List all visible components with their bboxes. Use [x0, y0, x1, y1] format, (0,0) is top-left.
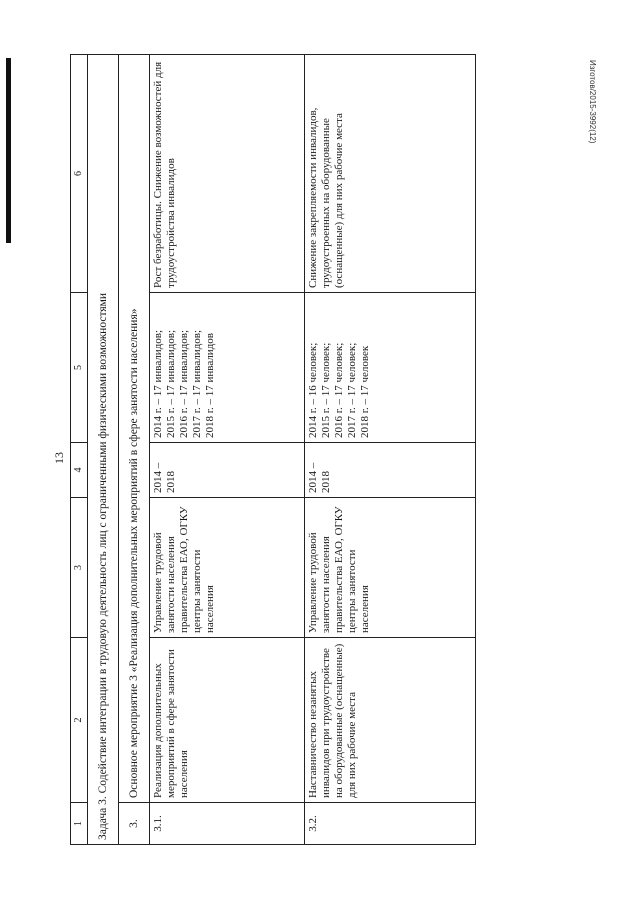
row-name: Наставничество незанятых инвалидов при трудоустройстве на оборудованные (оснащенные) для них рабочие места — [305, 638, 476, 803]
row-indicators — [150, 293, 305, 443]
column-number: 4 — [71, 443, 88, 498]
column-number: 1 — [71, 803, 88, 845]
task-row — [88, 55, 119, 845]
measure-number: 3. — [119, 803, 150, 845]
row-number: 3.1. — [150, 803, 305, 845]
row-period: 2014 – 2018 — [150, 443, 305, 498]
column-number: 6 — [71, 55, 88, 293]
row-period: 2014 – 2018 — [305, 443, 476, 498]
indicator-line: 2018 г. – 17 инвалидов — [204, 333, 216, 438]
rotated-page — [70, 55, 476, 845]
indicator-line: 2015 г. – 17 инвалидов; — [165, 329, 177, 438]
indicator-line: 2017 г. – 17 человек; — [346, 342, 358, 438]
indicator-line: 2014 г. – 16 человек; — [307, 342, 319, 438]
indicator-line: 2018 г. – 17 человек — [359, 345, 371, 438]
scan-edge-mark — [6, 58, 11, 243]
measure-title: Основное мероприятие 3 «Реализация дополнительных мероприятий в сфере занятости населения» — [119, 55, 150, 803]
row-number: 3.2. — [305, 803, 476, 845]
row-executor: Управление трудовой занятости населения правительства ЕАО, ОГКУ центры занятости населения — [305, 498, 476, 638]
column-number-row — [71, 55, 88, 845]
row-executor: Управление трудовой занятости населения правительства ЕАО, ОГКУ центры занятости населения — [150, 498, 305, 638]
indicator-line: 2014 г. – 17 инвалидов; — [152, 329, 164, 438]
row-indicators — [305, 293, 476, 443]
indicator-line: 2017 г. – 17 инвалидов; — [191, 329, 203, 438]
column-number: 5 — [71, 293, 88, 443]
row-result: Рост безработицы. Снижение возможностей для трудоустройства инвалидов — [150, 55, 305, 293]
row-result: Снижение закрепляемости инвалидов, трудоустроенных на оборудованные (оснащенные) для них рабочие места — [305, 55, 476, 293]
document-stamp: Изготов/2015-3992(12) — [588, 60, 597, 144]
table-row — [150, 55, 305, 845]
task-title: Задача 3. Содействие интеграции в трудовую деятельность лиц с ограниченными физическими возможностями — [88, 55, 119, 845]
indicator-line: 2016 г. – 17 инвалидов; — [178, 329, 190, 438]
measures-table — [70, 54, 476, 845]
table-row — [305, 55, 476, 845]
page-number: 13 — [52, 452, 66, 464]
column-number: 3 — [71, 498, 88, 638]
indicator-line: 2015 г. – 17 человек; — [320, 342, 332, 438]
row-name: Реализация дополнительных мероприятий в сфере занятости населения — [150, 638, 305, 803]
indicator-line: 2016 г. – 17 человек; — [333, 342, 345, 438]
column-number: 2 — [71, 638, 88, 803]
measure-row — [119, 55, 150, 845]
